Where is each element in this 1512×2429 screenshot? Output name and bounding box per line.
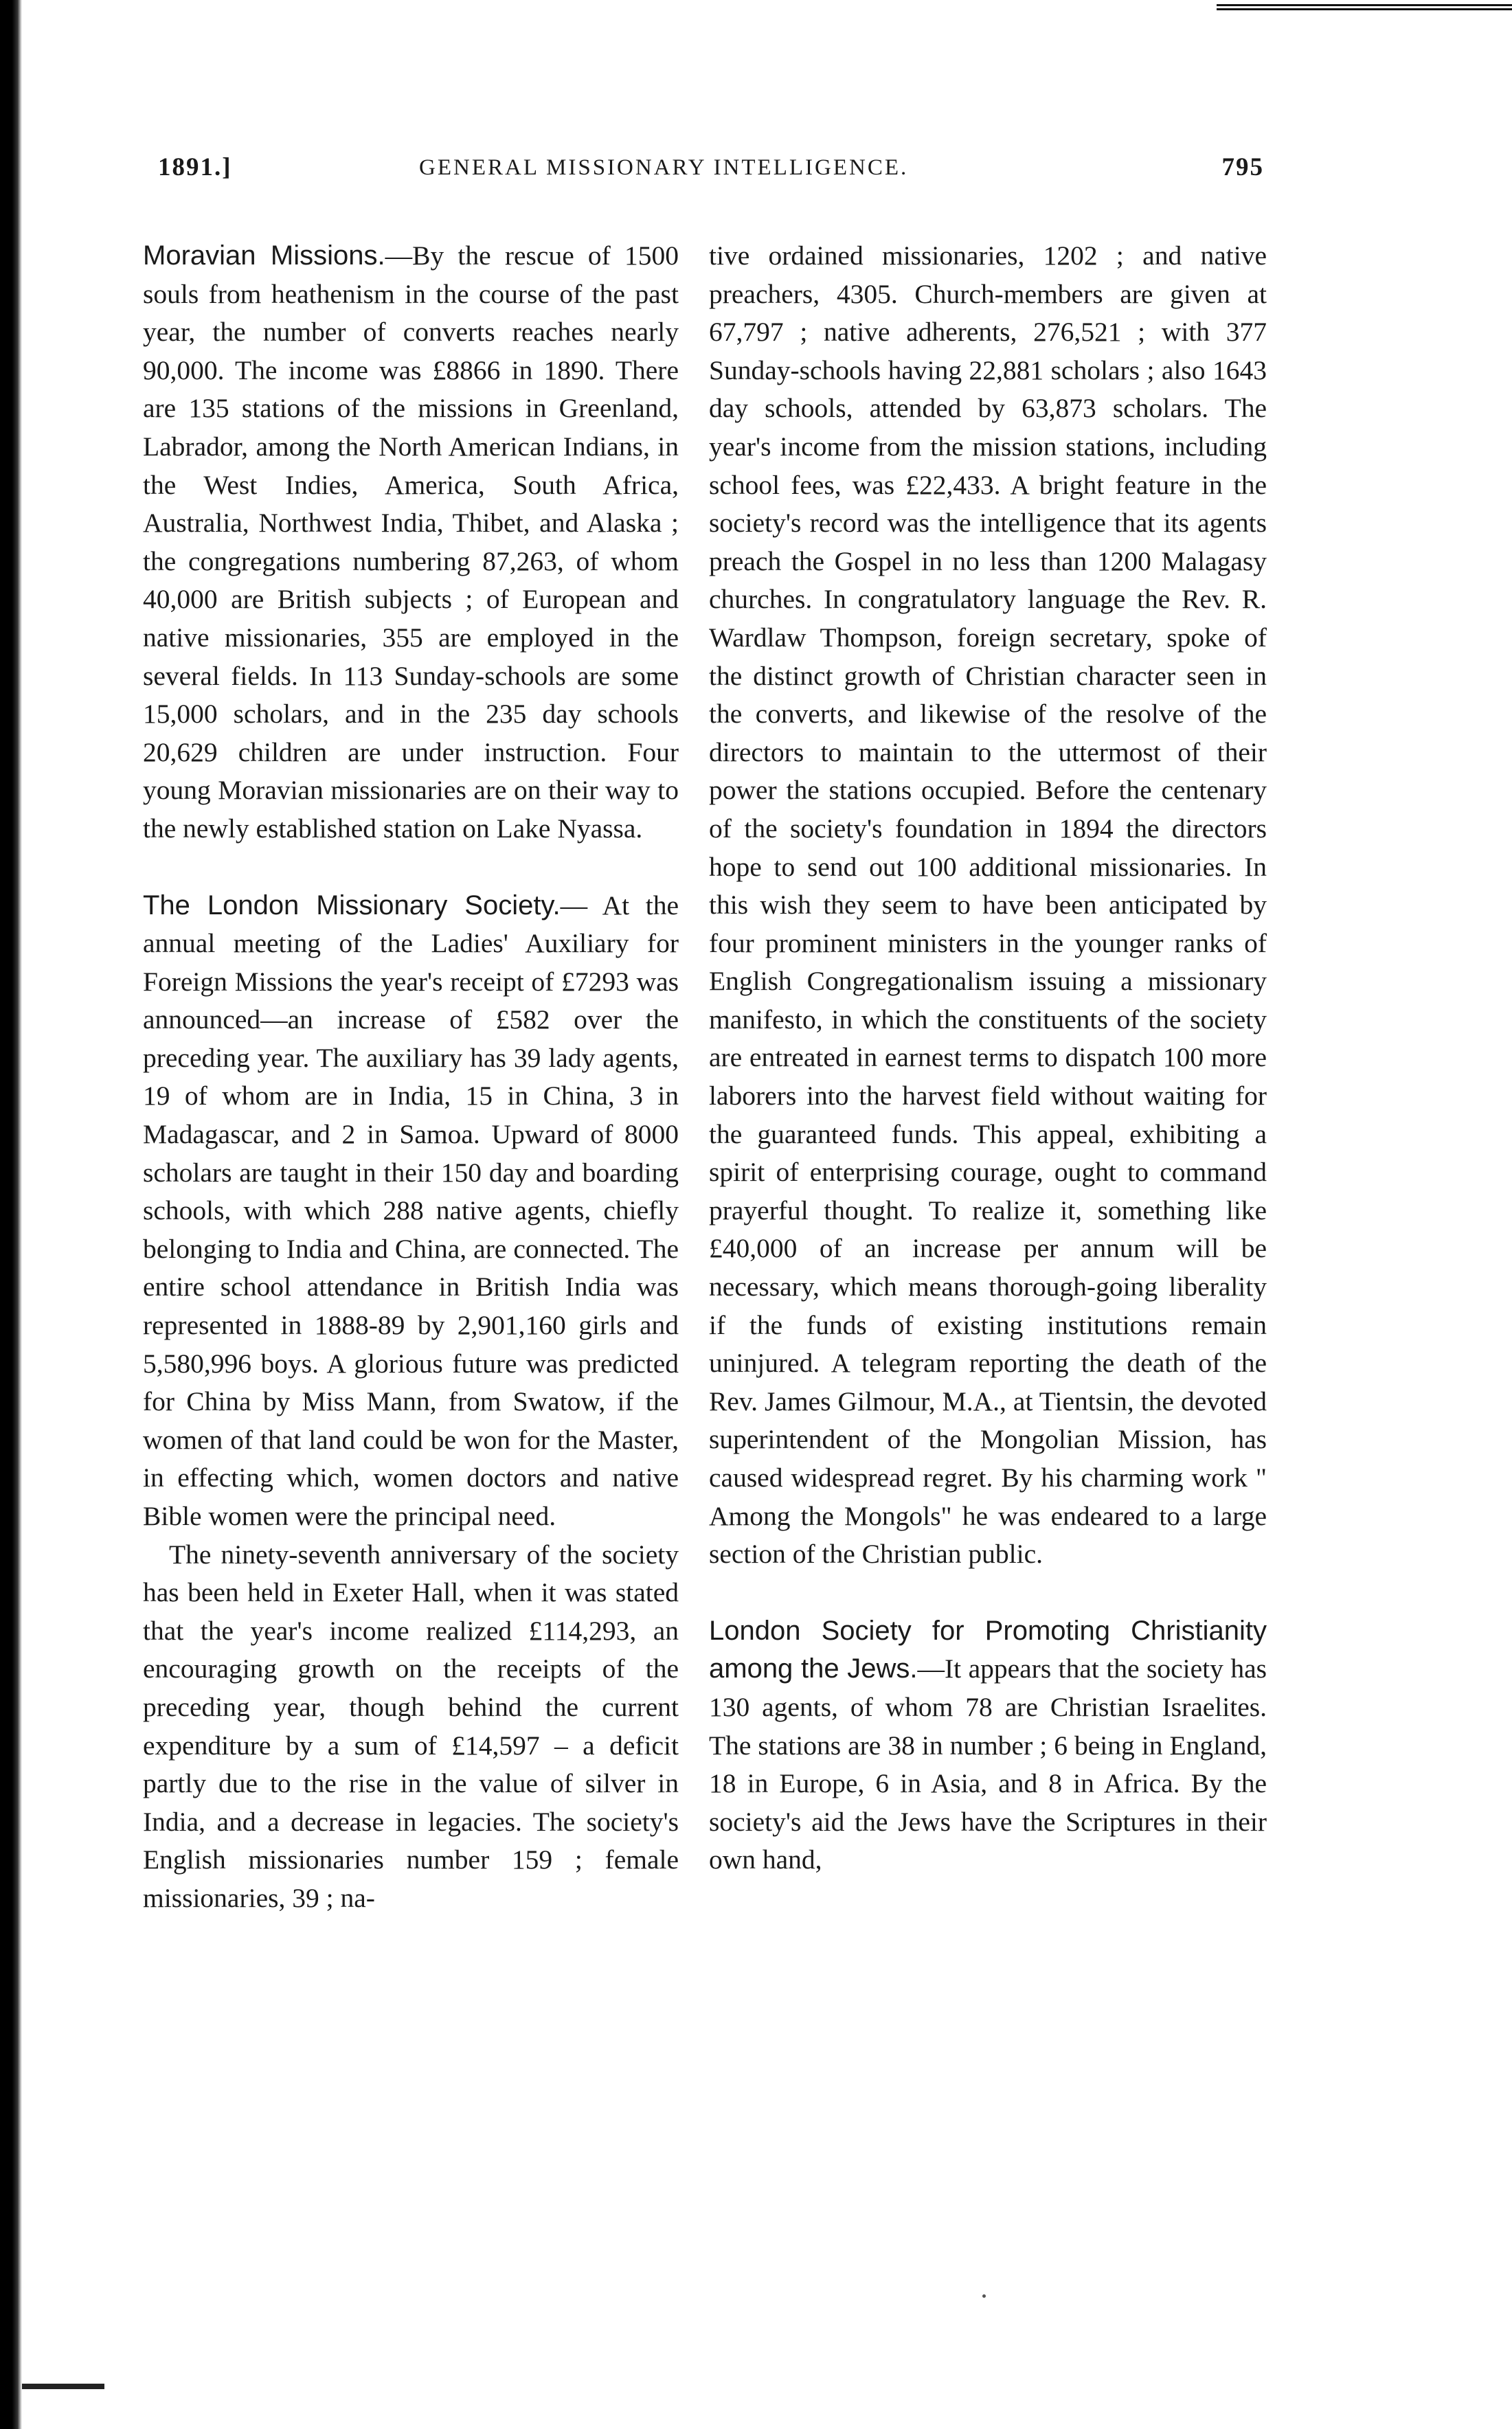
corner-rule-line <box>1217 4 1512 6</box>
moravian-missions-heading: Moravian Missions. <box>143 240 385 271</box>
london-missionary-paragraph <box>143 887 679 1536</box>
jews-society-heading: London Society for Promoting Christianity among the Jews. <box>709 1615 1267 1684</box>
running-head <box>158 152 1264 187</box>
left-column <box>143 237 679 1918</box>
right-column <box>709 237 1267 1879</box>
scan-speck <box>982 2294 986 2298</box>
london-missionary-heading: The London Missionary Society. <box>143 890 561 920</box>
london-continued-paragraph: tive ordained missionaries, 1202 ; and native preachers, 4305. Church-members are given at 67,797 ; native adherents, 276,521 ; with 377 Sunday-schools having 22,881 scholars ; also 1643 day schools, attended by 63,873 scholars. The year's income from the mission stations, including school fees, was £22,433. A bright feature in the society's record was the intelligence that its agents preach the Gospel in no less than 1200 Malagasy churches. In congratulatory language the Rev. R. Wardlaw Thompson, foreign secretary, spoke of the distinct growth of Christian character seen in the converts, and likewise of the resolve of the directors to maintain to the uttermost of their power the stations occupied. Before the centenary of the society's foundation in 1894 the directors hope to send out 100 additional missionaries. In this wish they seem to have been anticipated by four prominent ministers in the younger ranks of English Congregationalism issuing a missionary manifesto, in which the constituents of the society are entreated in earnest terms to dispatch 100 more laborers into the harvest field without waiting for the guaranteed funds. This appeal, exhibiting a spirit of enterprising courage, ought to command prayerful thought. To realize it, something like £40,000 of an increase per annum will be necessary, which means thorough-going liberality if the funds of existing institutions remain uninjured. A telegram reporting the death of the Rev. James Gilmour, M.A., at Tientsin, the devoted superintendent of the Mongolian Mission, has caused widespread regret. By his charming work " Among the Mongols" he was endeared to a large section of the Christian public. <box>709 240 1267 1570</box>
jews-society-body: —It appears that the society has 130 agents, of whom 78 are Christian Israelites. The stations are 38 in number ; 6 being in England, 18 in Europe, 6 in Asia, and 8 in Africa. By the society's aid the Jews have the Scriptures in their own hand, <box>709 1653 1267 1875</box>
moravian-missions-paragraph <box>143 237 679 848</box>
page-number: 795 <box>1221 153 1264 181</box>
jews-society-paragraph <box>709 1612 1267 1879</box>
running-head-year: 1891.] <box>158 153 232 181</box>
corner-rule-line <box>1217 8 1512 10</box>
binding-edge-mark <box>22 2384 104 2389</box>
london-missionary-body: — At the annual meeting of the Ladies' Auxiliary for Foreign Missions the year's receipt of £7293 was announced—an increase of £582 over the preceding year. The auxiliary has 39 lady agents, 19 of whom are in India, 15 in China, 3 in Madagascar, and 2 in Samoa. Upward of 8000 scholars are taught in their 150 day and boarding schools, with which 288 native agents, chiefly belonging to India and China, are connected. The entire school attendance in British India was represented in 1888-89 by 2,901,160 girls and 5,580,996 boys. A glorious future was predicted for China by Miss Mann, from Swatow, if the women of that land could be won for the Master, in effecting which, women doctors and native Bible women were the principal need. <box>143 890 679 1531</box>
moravian-missions-body: —By the rescue of 1500 souls from heathenism in the course of the past year, the number of converts reaches nearly 90,000. The income was £8866 in 1890. There are 135 stations of the missions in Greenland, Labrador, among the North American Indians, in the West Indies, America, South Africa, Australia, Northwest India, Thibet, and Alaska ; the congregations numbering 87,263, of whom 40,000 are British subjects ; of European and native missionaries, 355 are employed in the several fields. In 113 Sunday-schools are some 15,000 scholars, and in the 235 day schools 20,629 children are under instruction. Four young Moravian missionaries are on their way to the newly established station on Lake Nyassa. <box>143 240 679 844</box>
london-anniversary-paragraph: The ninety-seventh anniversary of the society has been held in Exeter Hall, when it was stated that the year's income realized £114,293, an encouraging growth on the receipts of the preceding year, though behind the current expenditure by a sum of £14,597 – a deficit partly due to the rise in the value of silver in India, and a decrease in legacies. The society's English missionaries number 159 ; female missionaries, 39 ; na- <box>143 1539 679 1913</box>
binding-edge-shadow <box>0 0 22 2429</box>
running-head-title: GENERAL MISSIONARY INTELLIGENCE. <box>419 155 909 180</box>
corner-rule-lines <box>1217 4 1512 11</box>
